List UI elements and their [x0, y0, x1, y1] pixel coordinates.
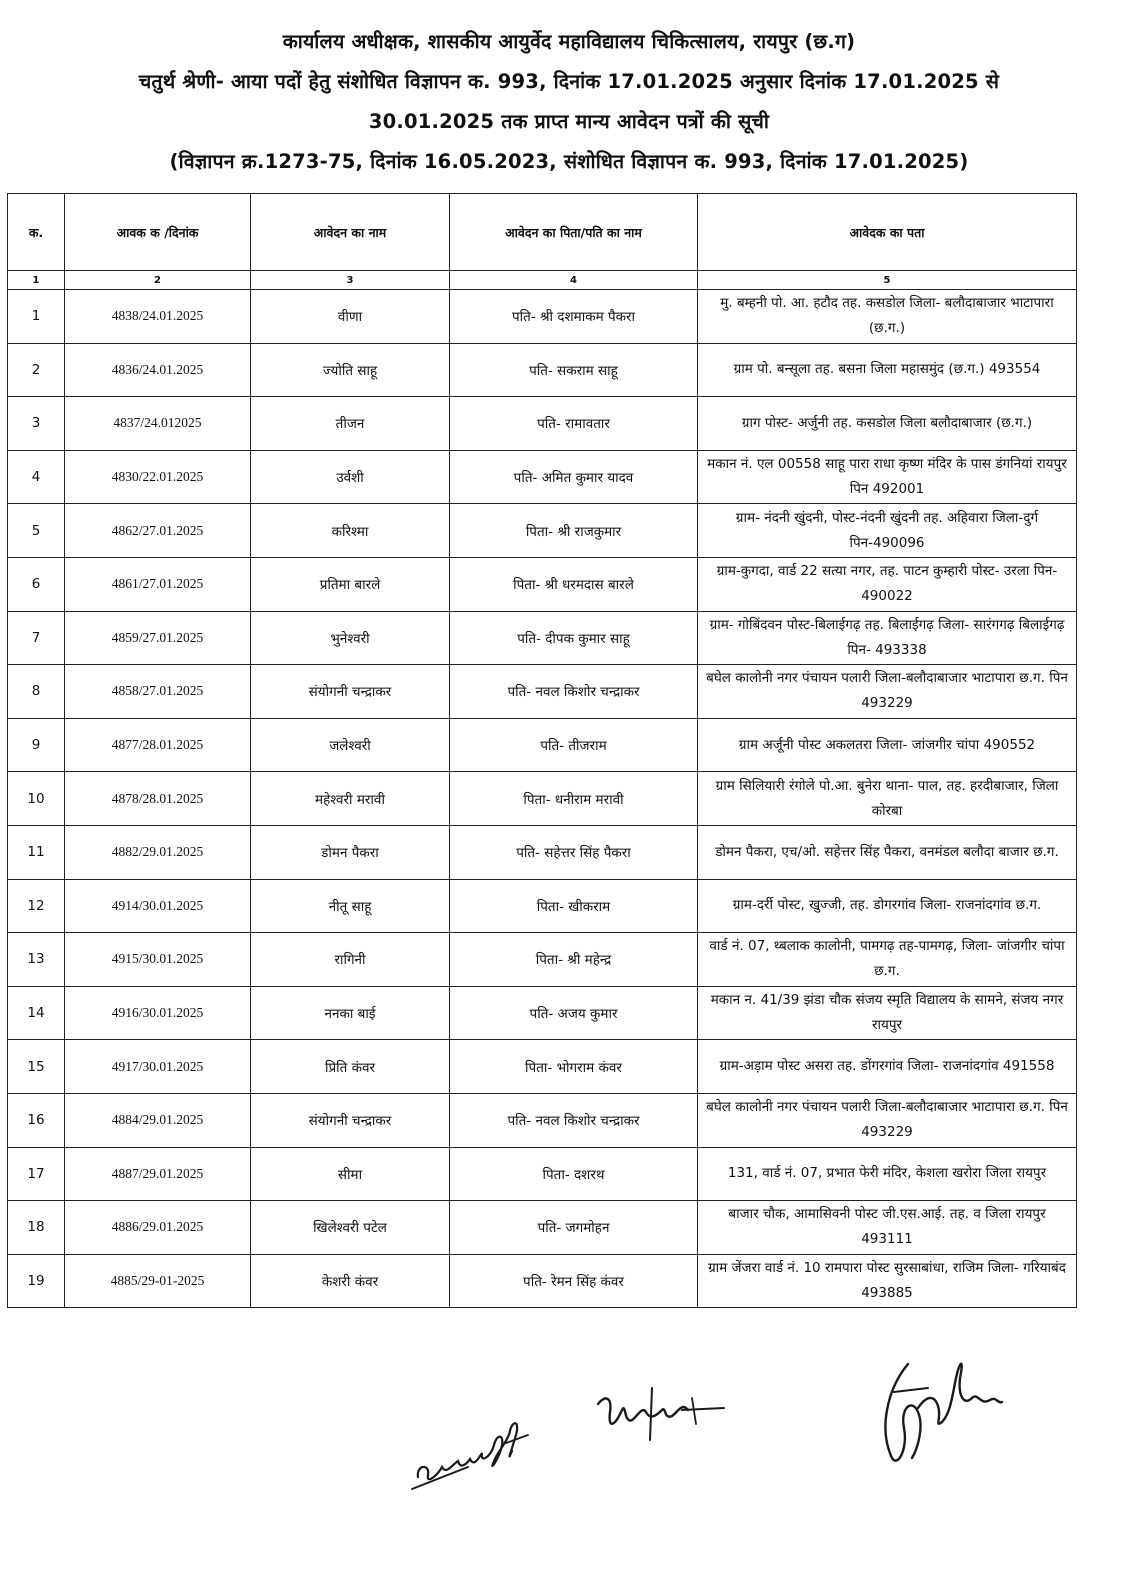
father-husband-name: पिता- श्री राजकुमार — [450, 504, 698, 558]
serial-number: 9 — [8, 718, 65, 772]
inward-number-date: 4836/24.01.2025 — [65, 343, 251, 397]
applicant-address: ग्राम-दर्री पोस्ट, खुज्जी, तह. डोगरगांव जिला- राजनांदगांव छ.ग. — [698, 879, 1077, 933]
applicant-address: ग्राग पोस्ट- अर्जुनी तह. कसडोल जिला बलौदाबाजार (छ.ग.) — [698, 397, 1077, 451]
father-husband-name: पति- नवल किशोर चन्द्राकर — [450, 665, 698, 719]
table-body — [8, 271, 1077, 1308]
applicant-name: भुनेश्वरी — [251, 611, 450, 665]
serial-number: 14 — [8, 986, 65, 1040]
applicant-name: संयोगनी चन्द्राकर — [251, 665, 450, 719]
serial-number: 4 — [8, 450, 65, 504]
applicant-table — [7, 193, 1077, 1308]
table-row — [8, 1040, 1077, 1094]
column-number: 5 — [698, 271, 1077, 290]
father-husband-name: पति- जगमोहन — [450, 1201, 698, 1255]
inward-number-date: 4858/27.01.2025 — [65, 665, 251, 719]
col-header-inward: आवक क /दिनांक — [65, 194, 251, 271]
serial-number: 7 — [8, 611, 65, 665]
father-husband-name: पति- अजय कुमार — [450, 986, 698, 1040]
applicant-address: मकान नं. एल 00558 साहू पारा राधा कृष्ण मंदिर के पास डंगनियां रायपुर पिन 492001 — [698, 450, 1077, 504]
applicant-address: ग्राम पो. बन्सूला तह. बसना जिला महासमुंद (छ.ग.) 493554 — [698, 343, 1077, 397]
applicant-address: वार्ड नं. 07, थ्बलाक कालोनी, पामगढ़ तह-पामगढ़, जिला- जांजगीर चांपा छ.ग. — [698, 933, 1077, 987]
table-row — [8, 986, 1077, 1040]
column-number: 4 — [450, 271, 698, 290]
father-husband-name: पिता- श्री महेन्द्र — [450, 933, 698, 987]
applicant-address: मकान न. 41/39 झंडा चौक संजय स्मृति विद्यालय के सामने, संजय नगर रायपुर — [698, 986, 1077, 1040]
column-number: 1 — [8, 271, 65, 290]
father-husband-name: पति- रेमन सिंह कंवर — [450, 1254, 698, 1308]
father-husband-name: पिता- भोगराम कंवर — [450, 1040, 698, 1094]
inward-number-date: 4838/24.01.2025 — [65, 290, 251, 344]
table-row — [8, 611, 1077, 665]
applicant-name: तीजन — [251, 397, 450, 451]
inward-number-date: 4886/29.01.2025 — [65, 1201, 251, 1255]
applicant-address: बघेल कालोनी नगर पंचायन पलारी जिला-बलौदाबाजार भाटापारा छ.ग. पिन 493229 — [698, 1093, 1077, 1147]
document-header — [20, 22, 1118, 182]
inward-number-date: 4915/30.01.2025 — [65, 933, 251, 987]
applicant-name: जलेश्वरी — [251, 718, 450, 772]
inward-number-date: 4830/22.01.2025 — [65, 450, 251, 504]
table-row — [8, 504, 1077, 558]
applicant-address: ग्राम-कुगदा, वार्ड 22 सत्या नगर, तह. पाटन कुम्हारी पोस्ट- उरला पिन- 490022 — [698, 557, 1077, 611]
inward-number-date: 4859/27.01.2025 — [65, 611, 251, 665]
serial-number: 17 — [8, 1147, 65, 1201]
inward-number-date: 4878/28.01.2025 — [65, 772, 251, 826]
applicant-address: ग्राम- नंदनी खुंदनी, पोस्ट-नंदनी खुंदनी तह. अहिवारा जिला-दुर्ग पिन-490096 — [698, 504, 1077, 558]
notice-line-1: चतुर्थ श्रेणी- आया पदों हेतु संशोधित विज्ञापन क. 993, दिनांक 17.01.2025 अनुसार दिनांक 17.01.2025 से — [138, 70, 1000, 93]
advertisement-reference: (विज्ञापन क्र.1273-75, दिनांक 16.05.2023, संशोधित विज्ञापन क. 993, दिनांक 17.01.2025) — [169, 150, 969, 173]
serial-number: 8 — [8, 665, 65, 719]
father-husband-name: पति- श्री दशमाकम पैकरा — [450, 290, 698, 344]
serial-number: 15 — [8, 1040, 65, 1094]
serial-number: 5 — [8, 504, 65, 558]
serial-number: 12 — [8, 879, 65, 933]
applicant-name: रागिनी — [251, 933, 450, 987]
serial-number: 10 — [8, 772, 65, 826]
inward-number-date: 4916/30.01.2025 — [65, 986, 251, 1040]
table-row — [8, 825, 1077, 879]
table-row — [8, 718, 1077, 772]
applicant-name: प्रिति कंवर — [251, 1040, 450, 1094]
applicant-address: ग्राम सिलियारी रंगोले पो.आ. बुनेरा थाना- पाल, तह. हरदीबाजार, जिला कोरबा — [698, 772, 1077, 826]
inward-number-date: 4837/24.012025 — [65, 397, 251, 451]
applicant-address: 131, वार्ड नं. 07, प्रभात फेरी मंदिर, केशला खरोरा जिला रायपुर — [698, 1147, 1077, 1201]
serial-number: 1 — [8, 290, 65, 344]
table-row — [8, 397, 1077, 451]
applicant-name: खिलेश्वरी पटेल — [251, 1201, 450, 1255]
table-row — [8, 1201, 1077, 1255]
inward-number-date: 4862/27.01.2025 — [65, 504, 251, 558]
serial-number: 19 — [8, 1254, 65, 1308]
father-husband-name: पति- अमित कुमार यादव — [450, 450, 698, 504]
applicant-name: करिश्मा — [251, 504, 450, 558]
father-husband-name: पति- तीजराम — [450, 718, 698, 772]
table-row — [8, 557, 1077, 611]
inward-number-date: 4914/30.01.2025 — [65, 879, 251, 933]
father-husband-name: पति- रामावतार — [450, 397, 698, 451]
inward-number-date: 4887/29.01.2025 — [65, 1147, 251, 1201]
table-row — [8, 933, 1077, 987]
inward-number-date: 4882/29.01.2025 — [65, 825, 251, 879]
signature-1 — [408, 1405, 543, 1495]
col-header-relation: आवेदन का पिता/पति का नाम — [450, 194, 698, 271]
table-row — [8, 772, 1077, 826]
applicant-name: ननका बाई — [251, 986, 450, 1040]
notice-line-2: 30.01.2025 तक प्राप्त मान्य आवेदन पत्रों की सूची — [368, 110, 770, 133]
father-husband-name: पिता- श्री धरमदास बारले — [450, 557, 698, 611]
inward-number-date: 4917/30.01.2025 — [65, 1040, 251, 1094]
father-husband-name: पिता- दशरथ — [450, 1147, 698, 1201]
table-row — [8, 290, 1077, 344]
applicant-address: ग्राम जेंजरा वार्ड नं. 10 रामपारा पोस्ट सुरसाबांधा, राजिम जिला- गरियाबंद 493885 — [698, 1254, 1077, 1308]
table-row — [8, 343, 1077, 397]
applicant-address: ग्राम-अड़ाम पोस्ट असरा तह. डोंगरगांव जिला- राजनांदगांव 491558 — [698, 1040, 1077, 1094]
inward-number-date: 4861/27.01.2025 — [65, 557, 251, 611]
applicant-address: ग्राम- गोबिंदवन पोस्ट-बिलाईगढ़ तह. बिलाईगढ़ जिला- सारंगगढ़ बिलाईगढ़ पिन- 493338 — [698, 611, 1077, 665]
applicant-name: सीमा — [251, 1147, 450, 1201]
applicant-name: उर्वशी — [251, 450, 450, 504]
signature-2 — [592, 1380, 732, 1450]
table-row — [8, 665, 1077, 719]
applicant-name: संयोगनी चन्द्राकर — [251, 1093, 450, 1147]
applicant-name: महेश्वरी मरावी — [251, 772, 450, 826]
applicant-address: डोमन पैकरा, एच/ओ. सहेत्तर सिंह पैकरा, वनमंडल बलौदा बाजार छ.ग. — [698, 825, 1077, 879]
applicant-address: बघेल कालोनी नगर पंचायन पलारी जिला-बलौदाबाजार भाटापारा छ.ग. पिन 493229 — [698, 665, 1077, 719]
serial-number: 2 — [8, 343, 65, 397]
serial-number: 6 — [8, 557, 65, 611]
column-number-row — [8, 271, 1077, 290]
inward-number-date: 4884/29.01.2025 — [65, 1093, 251, 1147]
table-row — [8, 1147, 1077, 1201]
signature-3 — [868, 1348, 1008, 1478]
column-number: 2 — [65, 271, 251, 290]
applicant-name: वीणा — [251, 290, 450, 344]
father-husband-name: पिता- धनीराम मरावी — [450, 772, 698, 826]
serial-number: 11 — [8, 825, 65, 879]
father-husband-name: पिता- खीकराम — [450, 879, 698, 933]
col-header-sn: क. — [8, 194, 65, 271]
applicant-address: बाजार चौक, आमासिवनी पोस्ट जी.एस.आई. तह. व जिला रायपुर 493111 — [698, 1201, 1077, 1255]
serial-number: 18 — [8, 1201, 65, 1255]
table-row — [8, 879, 1077, 933]
applicant-name: प्रतिमा बारले — [251, 557, 450, 611]
col-header-name: आवेदन का नाम — [251, 194, 450, 271]
column-number: 3 — [251, 271, 450, 290]
father-husband-name: पति- दीपक कुमार साहू — [450, 611, 698, 665]
applicant-name: ज्योति साहू — [251, 343, 450, 397]
col-header-address: आवेदक का पता — [698, 194, 1077, 271]
serial-number: 3 — [8, 397, 65, 451]
applicant-name: डोमन पैकरा — [251, 825, 450, 879]
applicant-name: केशरी कंवर — [251, 1254, 450, 1308]
inward-number-date: 4885/29-01-2025 — [65, 1254, 251, 1308]
applicant-name: नीतू साहू — [251, 879, 450, 933]
office-title: कार्यालय अधीक्षक, शासकीय आयुर्वेद महाविद्यालय चिकित्सालय, रायपुर (छ.ग) — [282, 30, 856, 53]
applicant-address: ग्राम अर्जूनी पोस्ट अकलतरा जिला- जांजगीर चांपा 490552 — [698, 718, 1077, 772]
father-husband-name: पति- सकराम साहू — [450, 343, 698, 397]
father-husband-name: पति- सहेत्तर सिंह पैकरा — [450, 825, 698, 879]
serial-number: 16 — [8, 1093, 65, 1147]
table-row — [8, 450, 1077, 504]
table-row — [8, 1093, 1077, 1147]
table-header-row — [8, 194, 1077, 271]
father-husband-name: पति- नवल किशोर चन्द्राकर — [450, 1093, 698, 1147]
table-row — [8, 1254, 1077, 1308]
inward-number-date: 4877/28.01.2025 — [65, 718, 251, 772]
applicant-address: मु. बम्हनी पो. आ. हटौद तह. कसडोल जिला- बलौदाबाजार भाटापारा (छ.ग.) — [698, 290, 1077, 344]
serial-number: 13 — [8, 933, 65, 987]
